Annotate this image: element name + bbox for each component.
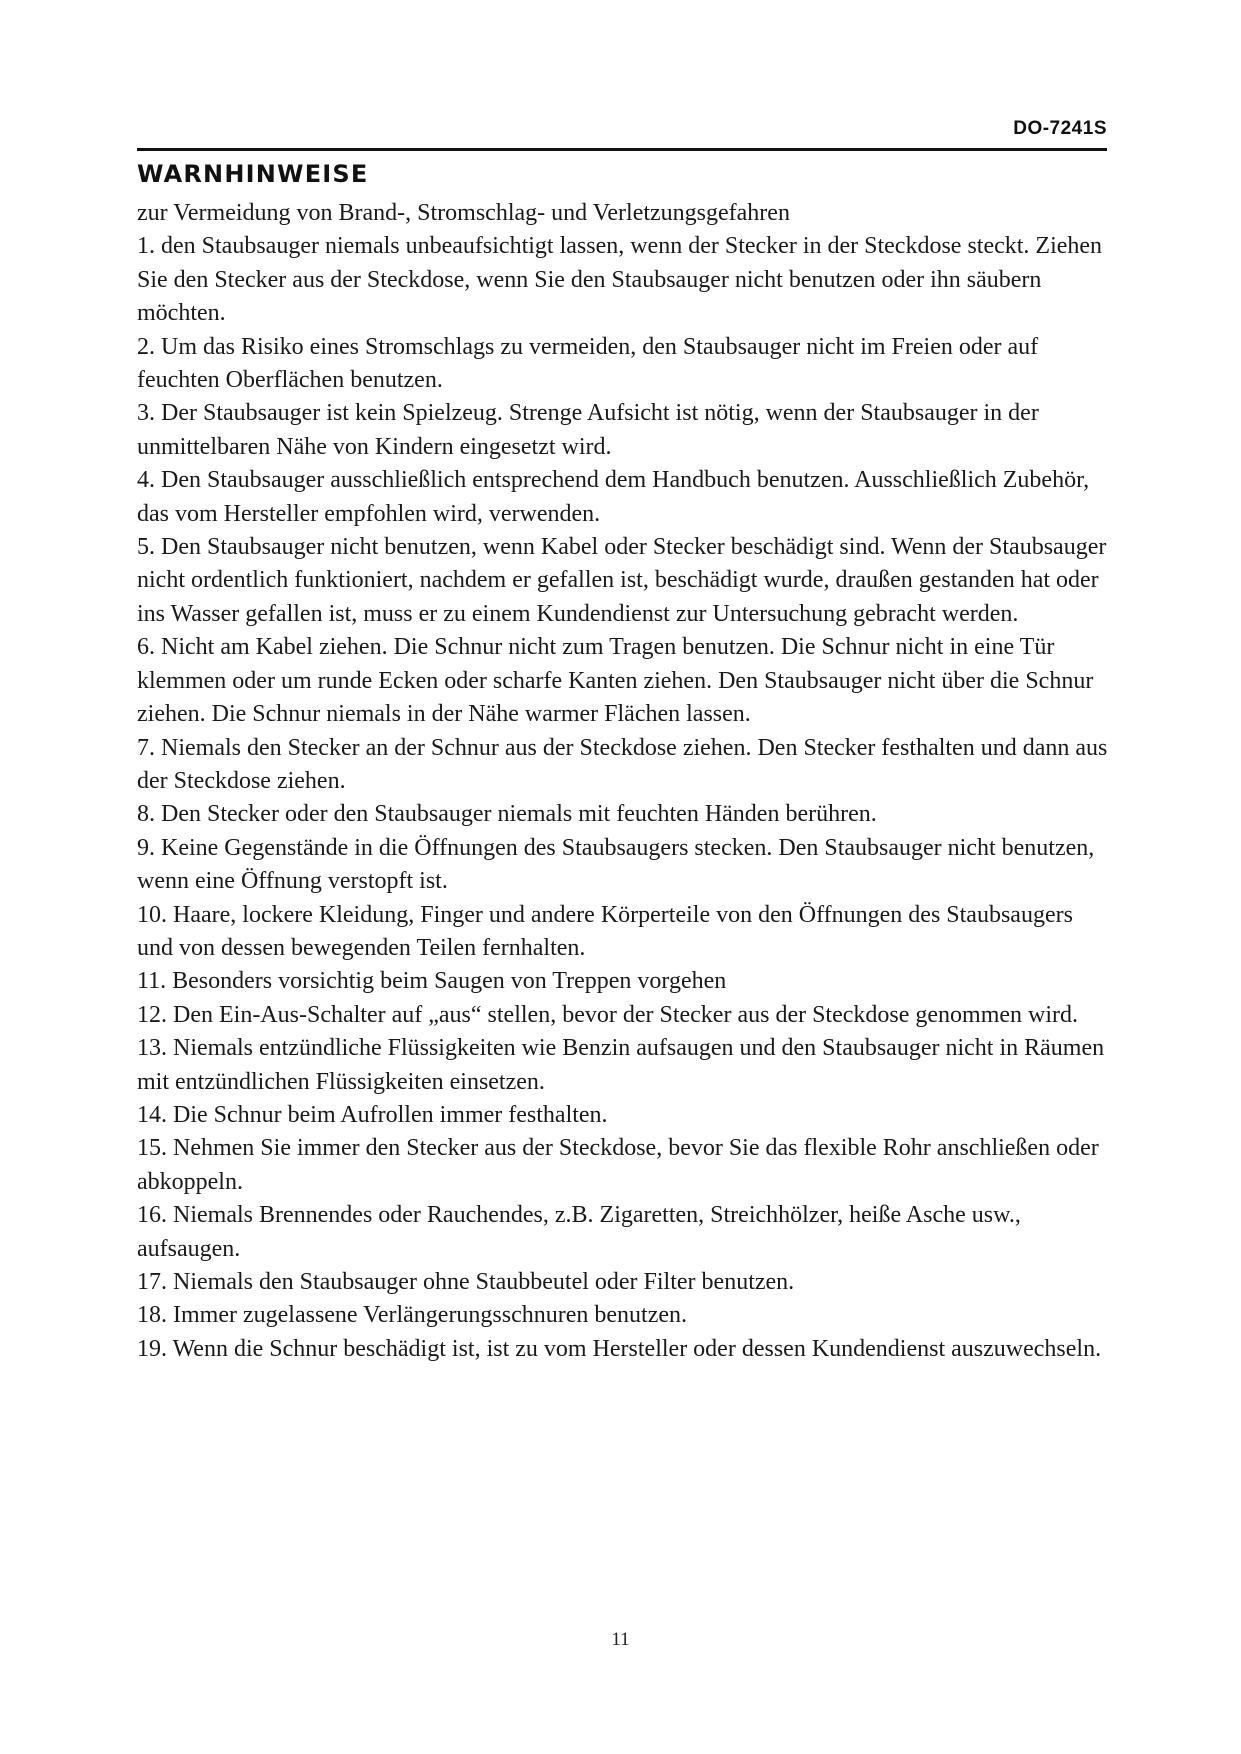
warning-item-7: 7. Niemals den Stecker an der Schnur aus der Steckdose ziehen. Den Stecker festhalten und dann aus der Steckdose ziehen. [137, 734, 1108, 794]
warning-item-2: 2. Um das Risiko eines Stromschlags zu vermeiden, den Staubsauger nicht im Freien oder auf feuchten Oberflächen benutzen. [137, 333, 1039, 394]
warning-item-11: 11. Besonders vorsichtig beim Saugen von Treppen vorgehen [137, 968, 727, 995]
warning-item-3: 3. Der Staubsauger ist kein Spielzeug. Strenge Aufsicht ist nötig, wenn der Staubsauger in der unmittelbaren Nähe von Kindern eingesetzt wird. [137, 400, 1039, 460]
warning-item-13: 13. Niemals entzündliche Flüssigkeiten wie Benzin aufsaugen und den Staubsauger nicht in Räumen mit entzündlichen Flüssigkeiten einsetzen. [137, 1035, 1105, 1095]
intro-text: zur Vermeidung von Brand-, Stromschlag- und Verletzungsgefahren [137, 200, 790, 226]
page-title: WARNHINWEISE [137, 160, 369, 188]
warning-item-12: 12. Den Ein-Aus-Schalter auf „aus“ stellen, bevor der Stecker aus der Steckdose genommen wird. [137, 1001, 1079, 1028]
warning-item-16: 16. Niemals Brennendes oder Rauchendes, z.B. Zigaretten, Streichhölzer, heiße Asche usw., aufsaugen. [137, 1202, 1021, 1262]
warning-item-6: 6. Nicht am Kabel ziehen. Die Schnur nicht zum Tragen benutzen. Die Schnur nicht in eine Tür klemmen oder um runde Ecken oder scharfe Kanten ziehen. Den Staubsauger nicht über die Schnur ziehen. Die Schnur niemals in der Nähe warmer Flächen lassen. [137, 634, 1094, 728]
header-rule [137, 148, 1107, 151]
warning-item-15: 15. Nehmen Sie immer den Stecker aus der Steckdose, bevor Sie das flexible Rohr anschließen oder abkoppeln. [137, 1135, 1099, 1195]
warning-item-8: 8. Den Stecker oder den Staubsauger niemals mit feuchten Händen berühren. [137, 801, 877, 828]
warning-item-18: 18. Immer zugelassene Verlängerungsschnuren benutzen. [137, 1302, 688, 1329]
warning-item-1: 1. den Staubsauger niemals unbeaufsichtigt lassen, wenn der Stecker in der Steckdose steckt. Ziehen Sie den Stecker aus der Steckdose, wenn Sie den Staubsauger nicht benutzen oder ihn säubern möchten. [137, 233, 1103, 327]
warning-item-4: 4. Den Staubsauger ausschließlich entsprechend dem Handbuch benutzen. Ausschließlich Zubehör, das vom Hersteller empfohlen wird, verwenden. [137, 467, 1090, 527]
warning-item-9: 9. Keine Gegenstände in die Öffnungen des Staubsaugers stecken. Den Staubsauger nicht benutzen, wenn eine Öffnung verstopft ist. [137, 834, 1095, 895]
model-number: DO-7241S [1013, 118, 1107, 139]
warning-item-5: 5. Den Staubsauger nicht benutzen, wenn Kabel oder Stecker beschädigt sind. Wenn der Staubsauger nicht ordentlich funktioniert, nachdem er gefallen ist, beschädigt wurde, draußen gestanden hat oder ins Wasser gefallen ist, muss er zu einem Kundendienst zur Untersuchung gebracht werden. [137, 534, 1107, 627]
warning-item-17: 17. Niemals den Staubsauger ohne Staubbeutel oder Filter benutzen. [137, 1269, 795, 1295]
page-number: 11 [611, 1629, 630, 1650]
warning-item-14: 14. Die Schnur beim Aufrollen immer festhalten. [137, 1101, 608, 1128]
warning-item-10: 10. Haare, lockere Kleidung, Finger und andere Körperteile von den Öffnungen des Staubsaugers und von dessen bewegenden Teilen fernhalten. [137, 901, 1073, 961]
warning-body [137, 197, 1112, 1366]
warning-item-19: 19. Wenn die Schnur beschädigt ist, ist zu vom Hersteller oder dessen Kundendienst auszuwechseln. [137, 1335, 1102, 1362]
